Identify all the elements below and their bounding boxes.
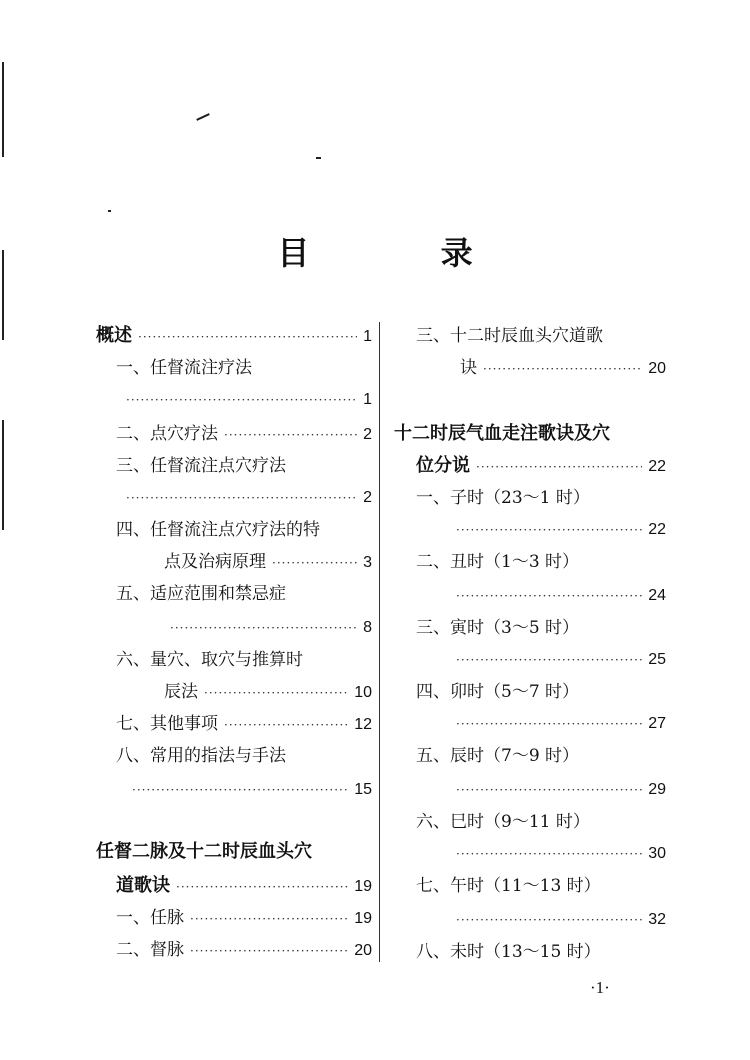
toc-entry-continuation[interactable]: 位分说 ····· 22 [394,452,666,480]
toc-entry-continuation[interactable]: 辰法 ····· 10 [96,678,372,706]
toc-entry[interactable]: 七、午时（11～13 时） [416,876,601,896]
toc-entry[interactable]: 十二时辰气血走注歌诀及穴 [394,423,610,444]
scan-edge-mark [2,62,4,157]
toc-entry[interactable]: 七、其他事项 ····· 12 [96,710,372,738]
toc-entry-continuation[interactable]: ····· 15 [96,776,372,804]
toc-entry[interactable]: 三、十二时辰血头穴道歌 [416,326,603,346]
toc-entry[interactable]: 二、督脉 ····· 20 [96,936,372,964]
toc-entry-continuation[interactable]: ····· 1 [96,386,372,414]
toc-entry[interactable]: 八、未时（13～15 时） [416,942,601,962]
toc-entry[interactable]: 三、任督流注点穴疗法 [116,456,286,476]
toc-entry[interactable]: 八、常用的指法与手法 [116,746,286,766]
toc-entry-continuation[interactable]: ····· 24 [394,582,666,610]
toc-entry-continuation[interactable]: ····· 2 [96,484,372,512]
toc-entry-continuation[interactable]: 点及治病原理 ····· 3 [96,548,372,576]
toc-entry-continuation[interactable]: 诀 ····· 20 [394,354,666,382]
toc-entry[interactable]: 六、巳时（9～11 时） [416,812,590,832]
toc-entry-continuation[interactable]: ····· 27 [394,710,666,738]
toc-entry[interactable]: 五、辰时（7～9 时） [416,746,580,766]
toc-entry[interactable]: 一、任脉 ····· 19 [96,904,372,932]
toc-entry-continuation[interactable]: ····· 29 [394,776,666,804]
column-divider [379,322,380,962]
toc-entry[interactable]: 六、量穴、取穴与推算时 [116,650,303,670]
toc-entry-continuation[interactable]: ····· 25 [394,646,666,674]
toc-entry-continuation[interactable]: ····· 22 [394,516,666,544]
toc-entry-continuation[interactable]: 道歌诀 ····· 19 [96,872,372,900]
toc-entry[interactable]: 四、卯时（5～7 时） [416,682,580,702]
toc-entry[interactable]: 四、任督流注点穴疗法的特 [116,520,320,540]
toc-entry[interactable]: 概述 ····· 1 [96,322,372,350]
page-title: 目 录 [277,234,533,272]
scan-speck [108,210,111,212]
toc-entry[interactable]: 一、任督流注疗法 [116,358,252,378]
toc-entry[interactable]: 任督二脉及十二时辰血头穴 [96,841,312,862]
toc-entry[interactable]: 五、适应范围和禁忌症 [116,584,286,604]
toc-entry-continuation[interactable]: ····· 30 [394,840,666,868]
toc-entry[interactable]: 二、丑时（1～3 时） [416,552,580,572]
scan-speck [196,113,210,121]
toc-entry[interactable]: 二、点穴疗法 ····· 2 [96,420,372,448]
scan-speck [316,157,321,159]
toc-entry[interactable]: 一、子时（23～1 时） [416,488,590,508]
page-number: ·1· [590,978,610,997]
toc-entry[interactable]: 三、寅时（3～5 时） [416,618,580,638]
toc-entry-continuation[interactable]: ····· 32 [394,906,666,934]
toc-entry-continuation[interactable]: ····· 8 [96,614,372,642]
scan-edge-mark [2,420,4,530]
